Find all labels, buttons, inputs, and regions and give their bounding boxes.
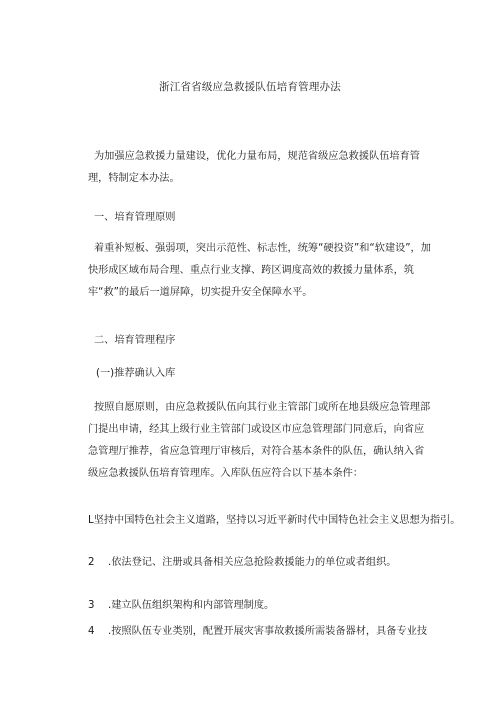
sub1-heading: (一)推荐确认入库 bbox=[96, 368, 176, 379]
section1-body: 着重补短板、强弱项，突出示范性、标志性，统筹“硬投资”和“软建设”，加快形成区域布局合理、重点行业支撑、跨区调度高效的救援力量体系，筑牢“救”的最后一道屏障，切实提升安全保障水平。 bbox=[88, 243, 431, 298]
document-title: 浙江省省级应急救援队伍培育管理办法 bbox=[159, 81, 341, 93]
section1-heading: 一、培育管理原则 bbox=[94, 212, 176, 223]
list-item-1-text: L坚持中国特色社会主义道路，坚持以习近平新时代中国特色社会主义思想为指引。 bbox=[88, 515, 461, 526]
list-item-3 bbox=[88, 599, 433, 613]
sub1-body: 按照自愿原则，由应急救援队伍向其行业主管部门或所在地县级应急管理部门提出申请，经其上级行业主管部门或设区市应急管理部门同意后，向省应急管理厅推荐，省应急管理厅审核后，对符合基本条件的队伍，确认纳入省级应急救援队伍培育管理库。入库队伍应符合以下基本条件： bbox=[88, 402, 431, 479]
list-item-4 bbox=[88, 625, 433, 639]
section2-heading: 二、培育管理程序 bbox=[94, 335, 176, 346]
list-item-3-number: 3 bbox=[88, 600, 95, 611]
intro-paragraph: 为加强应急救援力量建设，优化力量布局，规范省级应急救援队伍培育管理，特制定本办法。 bbox=[88, 151, 420, 184]
list-item-3-text: .建立队伍组织架构和内部管理制度。 bbox=[108, 600, 275, 611]
list-item-2-number: 2 bbox=[88, 557, 95, 568]
list-item-4-text: .按照队伍专业类别，配置开展灾害事故救援所需装备器材，具备专业技 bbox=[108, 626, 428, 637]
list-item-1 bbox=[88, 514, 461, 528]
list-item-2-text: .依法登记、注册或具备相关应急抢险救援能力的单位或者组织。 bbox=[108, 557, 397, 568]
list-item-2 bbox=[88, 556, 433, 570]
list-item-4-number: 4 bbox=[88, 626, 95, 637]
